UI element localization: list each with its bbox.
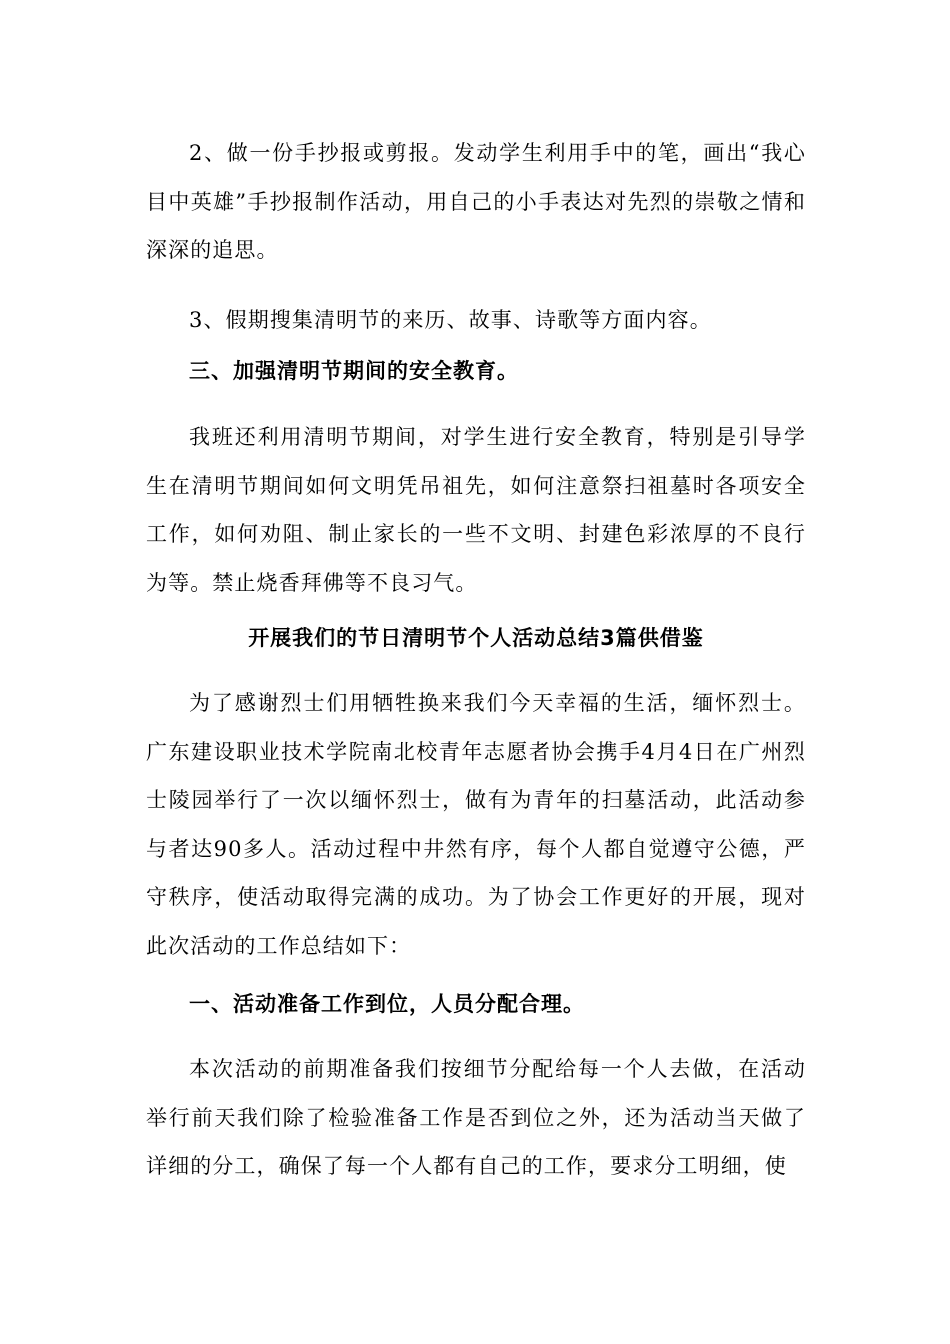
heading-preparation: 一、活动准备工作到位，人员分配合理。 xyxy=(189,992,586,1016)
section-title: 开展我们的节日清明节个人活动总结3篇供借鉴 xyxy=(248,626,704,650)
paragraph-item-3: 3、假期搜集清明节的来历、故事、诗歌等方面内容。 xyxy=(189,308,712,332)
paragraph-intro: 为了感谢烈士们用牺牲换来我们今天幸福的生活，缅怀烈士。广东建设职业技术学院南北校青年志愿者协会携手4月4日在广州烈士陵园举行了一次以缅怀烈士，做有为青年的扫墓活动，此活动参与者达90多人。活动过程中井然有序，每个人都自觉遵守公德，严守秩序，使活动取得完满的成功。为了协会工作更好的开展，现对此次活动的工作总结如下： xyxy=(146,691,806,958)
heading-safety-education: 三、加强清明节期间的安全教育。 xyxy=(189,359,520,383)
paragraph-item-2: 2、做一份手抄报或剪报。发动学生利用手中的笔，画出“我心目中英雄”手抄报制作活动，用自己的小手表达对先烈的崇敬之情和深深的追思。 xyxy=(146,141,806,262)
paragraph-preparation: 本次活动的前期准备我们按细节分配给每一个人去做，在活动举行前天我们除了检验准备工作是否到位之外，还为活动当天做了详细的分工，确保了每一个人都有自己的工作，要求分工明细，使 xyxy=(146,1057,806,1178)
paragraph-safety: 我班还利用清明节期间，对学生进行安全教育，特别是引导学生在清明节期间如何文明凭吊祖先，如何注意祭扫祖墓时各项安全工作，如何劝阻、制止家长的一些不文明、封建色彩浓厚的不良行为等。禁止烧香拜佛等不良习气。 xyxy=(146,425,806,595)
